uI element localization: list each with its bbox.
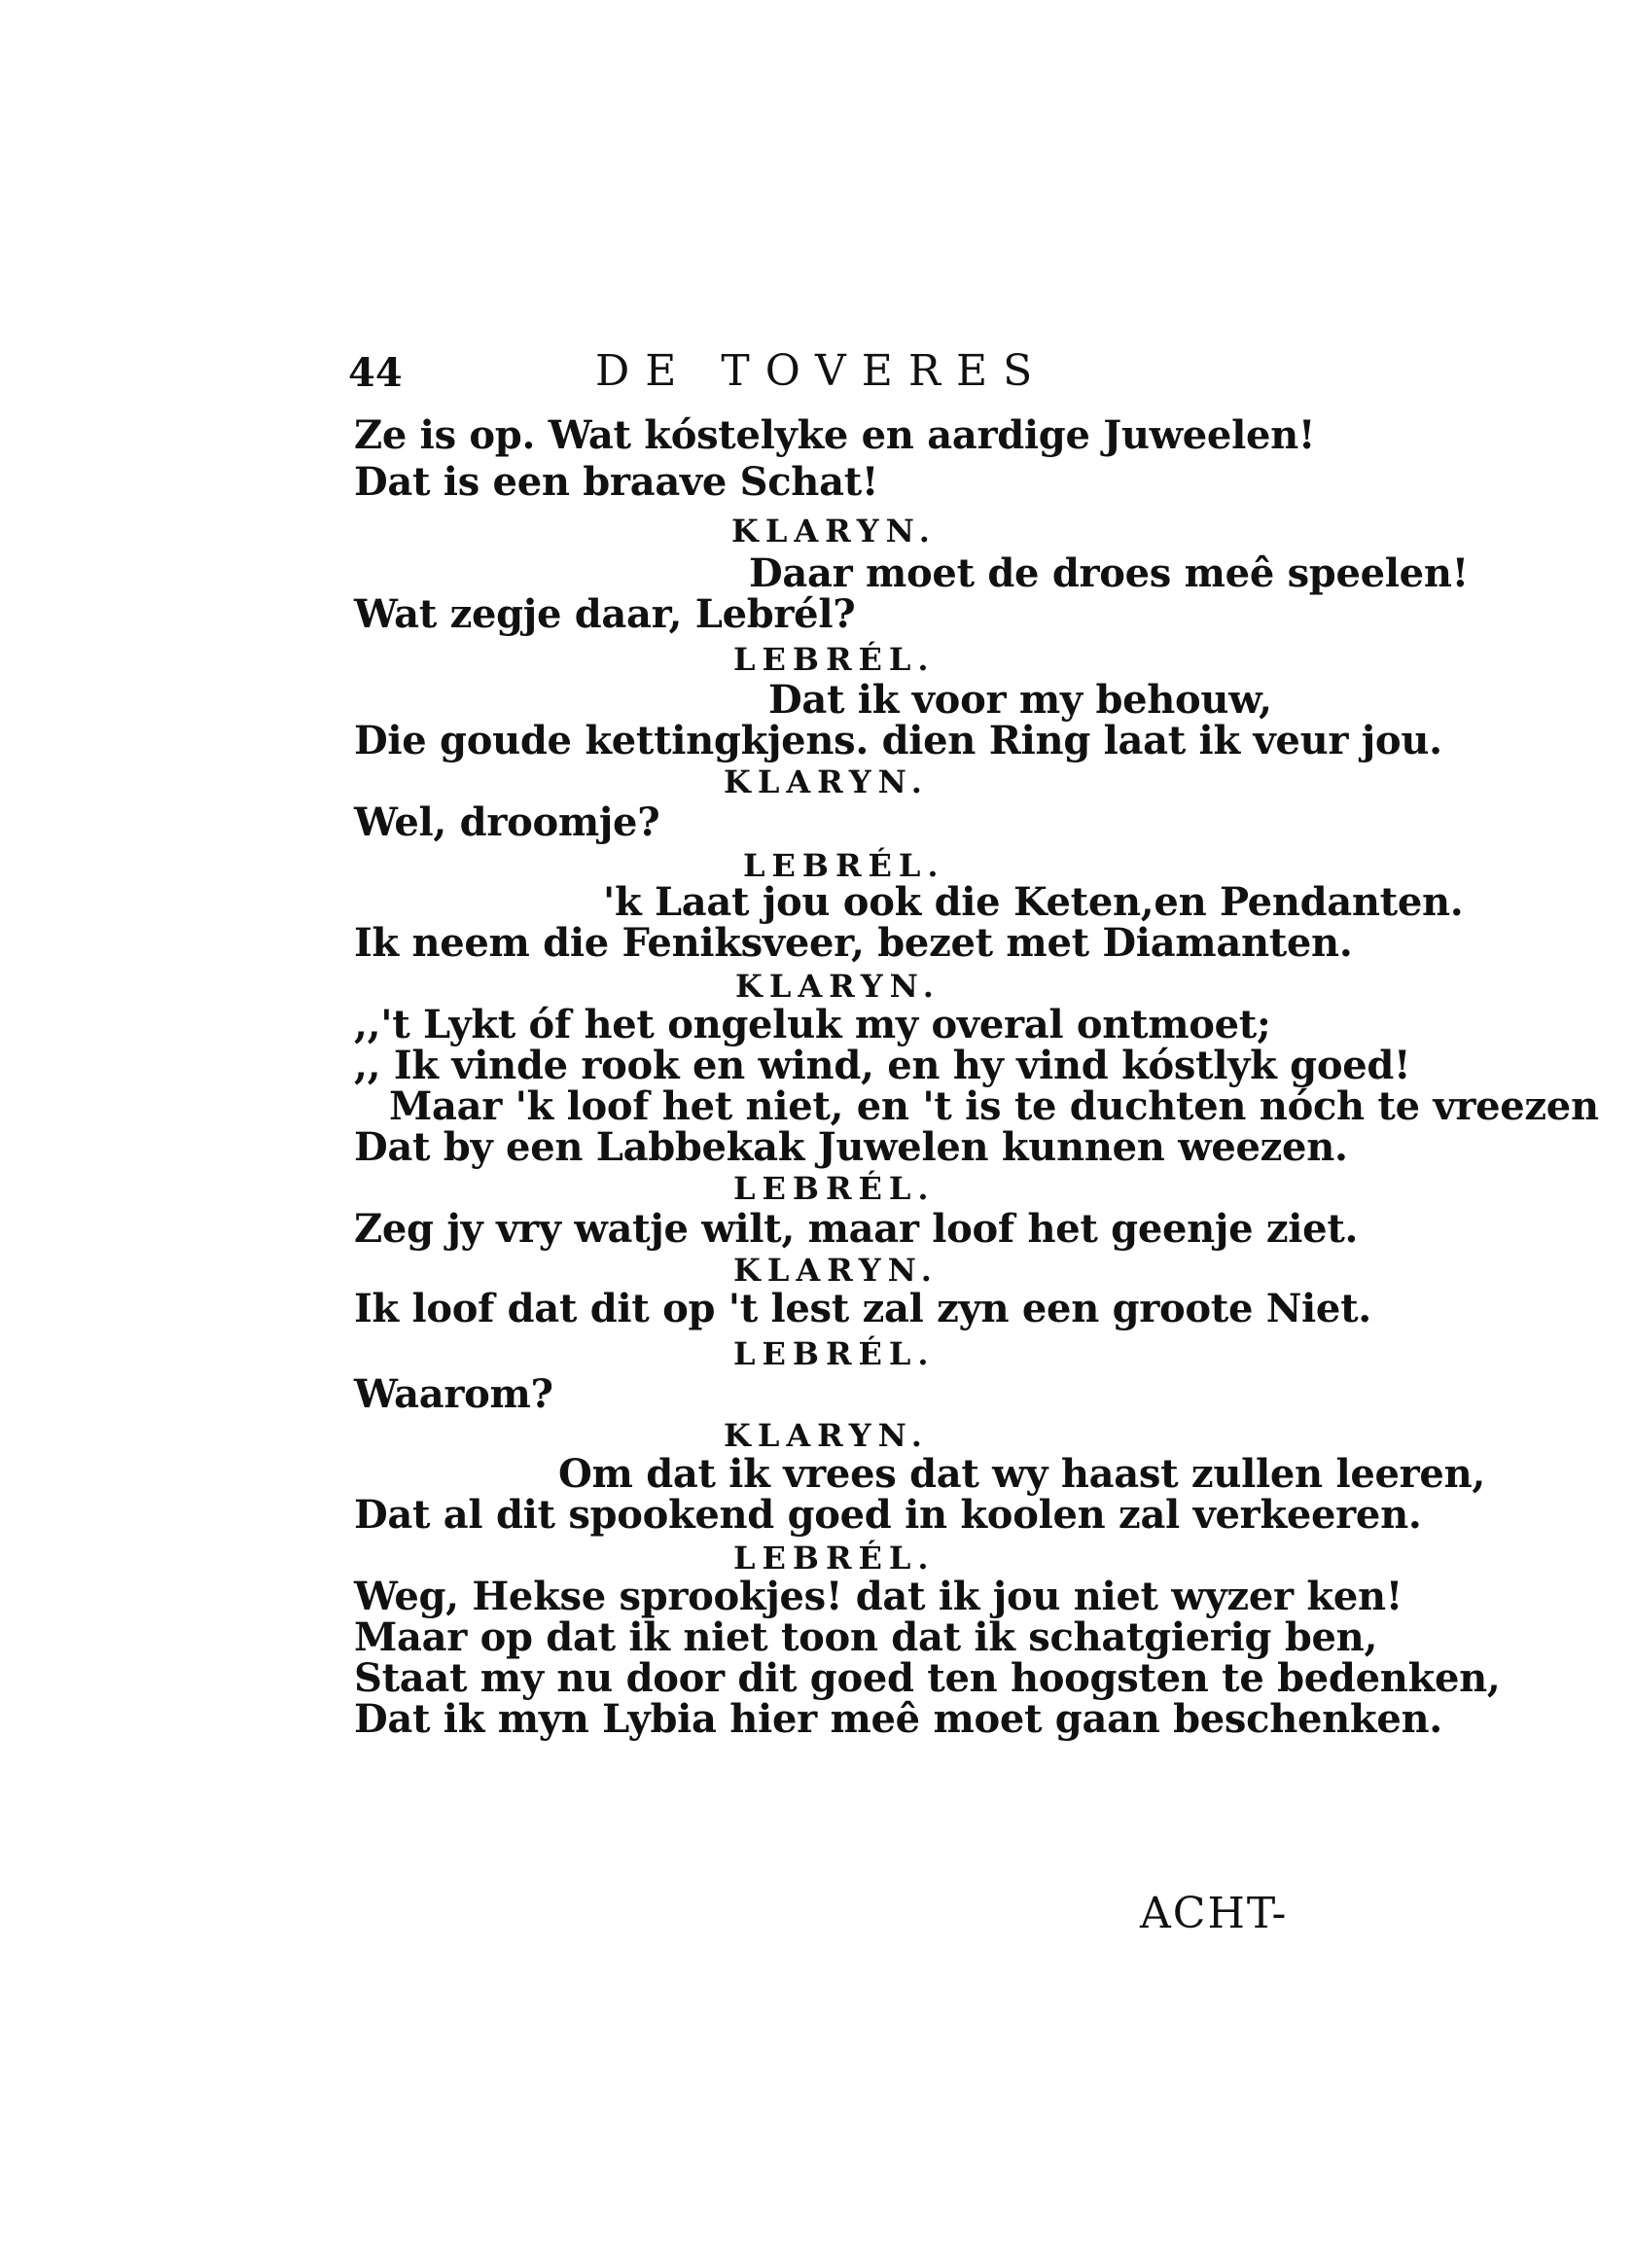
verse-line: Om dat ik vrees dat wy haast zullen leeren, [558, 1451, 1485, 1497]
verse-line: Die goude kettingkjens. dien Ring laat ik veur jou. [354, 718, 1442, 763]
verse-line: Ze is op. Wat kóstelyke en aardige Juweelen! [354, 412, 1316, 458]
verse-line: Maar op dat ik niet toon dat ik schatgierig ben, [354, 1614, 1378, 1660]
catchword: ACHT- [1140, 1889, 1289, 1938]
verse-line: Wel, droomje? [354, 799, 660, 845]
running-title: DE TOVERES [595, 346, 1048, 396]
verse-line: Zeg jy vry watje wilt, maar loof het geenje ziet. [354, 1206, 1359, 1252]
verse-line: Dat al dit spookend goed in koolen zal verkeeren. [354, 1492, 1422, 1538]
speaker-lebrel: LEBRÉL. [743, 847, 945, 884]
speaker-klaryn: KLARYN. [733, 1252, 939, 1289]
verse-line: Waarom? [354, 1371, 553, 1417]
verse-line: Wat zegje daar, Lebrél? [354, 591, 856, 637]
verse-line: Dat by een Labbekak Juwelen kunnen weezen. [354, 1124, 1348, 1170]
verse-line: Maar 'k loof het niet, en 't is te duchten nóch te vreezen [389, 1083, 1599, 1129]
verse-line: Staat my nu door dit goed ten hoogsten te bedenken, [354, 1655, 1501, 1701]
speaker-klaryn: KLARYN. [735, 968, 941, 1005]
verse-line: Dat ik myn Lybia hier meê moet gaan beschenken. [354, 1696, 1442, 1742]
speaker-lebrel: LEBRÉL. [733, 1540, 936, 1577]
speaker-klaryn: KLARYN. [724, 763, 929, 800]
verse-line: Dat ik voor my behouw, [768, 677, 1272, 723]
speaker-lebrel: LEBRÉL. [733, 1335, 936, 1372]
verse-line: Ik loof dat dit op 't lest zal zyn een groote Niet. [354, 1286, 1371, 1331]
verse-line: ,, Ik vinde rook en wind, en hy vind kóstlyk goed! [354, 1043, 1411, 1088]
verse-line: Dat is een braave Schat! [354, 459, 879, 505]
verse-line: Weg, Hekse sprookjes! dat ik jou niet wyzer ken! [354, 1574, 1403, 1619]
speaker-lebrel: LEBRÉL. [733, 641, 936, 678]
speaker-lebrel: LEBRÉL. [733, 1170, 936, 1207]
verse-line: ,,'t Lykt óf het ongeluk my overal ontmoet; [354, 1002, 1271, 1047]
speaker-klaryn: KLARYN. [724, 1417, 929, 1454]
verse-line: 'k Laat jou ook die Keten,en Pendanten. [603, 879, 1464, 925]
speaker-klaryn: KLARYN. [731, 513, 937, 549]
verse-line: Daar moet de droes meê speelen! [749, 550, 1469, 596]
verse-line: Ik neem die Feniksveer, bezet met Diamanten. [354, 920, 1353, 966]
page-number: 44 [348, 350, 403, 396]
